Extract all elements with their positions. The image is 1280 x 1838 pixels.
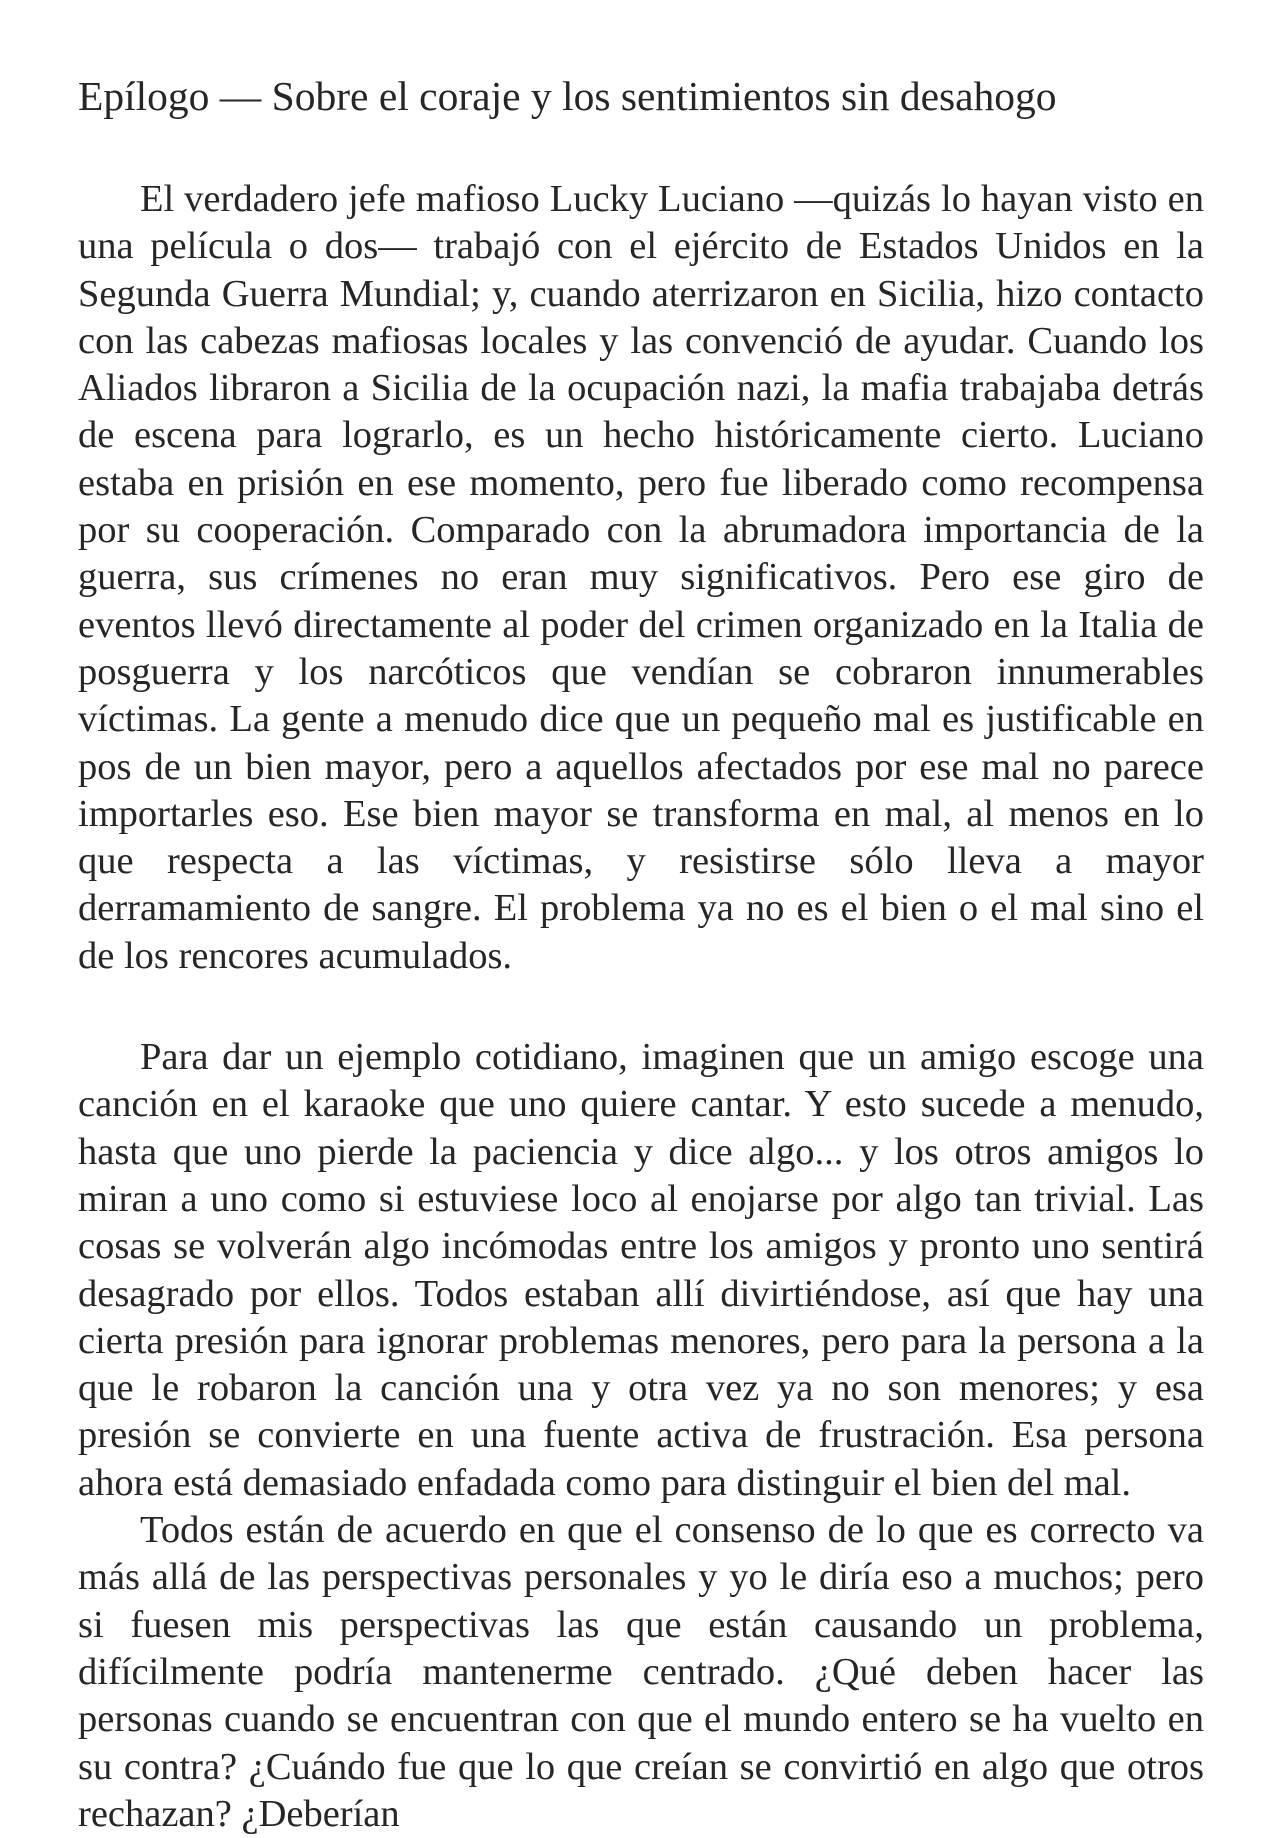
paragraph-3: Todos están de acuerdo en que el consenso de lo que es correcto va más allá de las perspectivas personales y yo le diría eso a muchos; pero si fuesen mis perspectivas las que están causando un problema, difícilmente podría mantenerme centrado. ¿Qué deben hacer las personas cuando se encuentran con que el mundo entero se ha vuelto en su contra? ¿Cuándo fue que lo que creían se convirtió en algo que otros rechazan? ¿Deberían [78, 1509, 1204, 1835]
book-page [78, 60, 1204, 1838]
paragraph-2: Para dar un ejemplo cotidiano, imaginen que un amigo escoge una canción en el karaoke que uno quiere cantar. Y esto sucede a menudo, hasta que uno pierde la paciencia y dice algo... y los otros amigos lo miran a uno como si estuviese loco al enojarse por algo tan trivial. Las cosas se volverán algo incómodas entre los amigos y pronto uno sentirá desagrado por ellos. Todos estaban allí divirtiéndose, así que hay una cierta presión para ignorar problemas menores, pero para la persona a la que le robaron la canción una y otra vez ya no son menores; y esa presión se convierte en una fuente activa de frustración. Esa persona ahora está demasiado enfadada como para distinguir el bien del mal. [78, 1036, 1204, 1504]
paragraph-1: El verdadero jefe mafioso Lucky Luciano —quizás lo hayan visto en una película o dos— trabajó con el ejército de Estados Unidos en la Segunda Guerra Mundial; y, cuando aterrizaron en Sicilia, hizo contacto con las cabezas mafiosas locales y las convenció de ayudar. Cuando los Aliados libraron a Sicilia de la ocupación nazi, la mafia trabajaba detrás de escena para lograrlo, es un hecho históricamente cierto. Luciano estaba en prisión en ese momento, pero fue liberado como recompensa por su cooperación. Comparado con la abrumadora importancia de la guerra, sus crímenes no eran muy significativos. Pero ese giro de eventos llevó directamente al poder del crimen organizado en la Italia de posguerra y los narcóticos que vendían se cobraron innumerables víctimas. La gente a menudo dice que un pequeño mal es justificable en pos de un bien mayor, pero a aquellos afectados por ese mal no parece importarles eso. Ese bien mayor se transforma en mal, al menos en lo que respecta a las víctimas, y resistirse sólo lleva a mayor derramamiento de sangre. El problema ya no es el bien o el mal sino el de los rencores acumulados. [78, 178, 1204, 977]
chapter-title: Epílogo — Sobre el coraje y los sentimientos sin desahogo [78, 73, 1057, 119]
